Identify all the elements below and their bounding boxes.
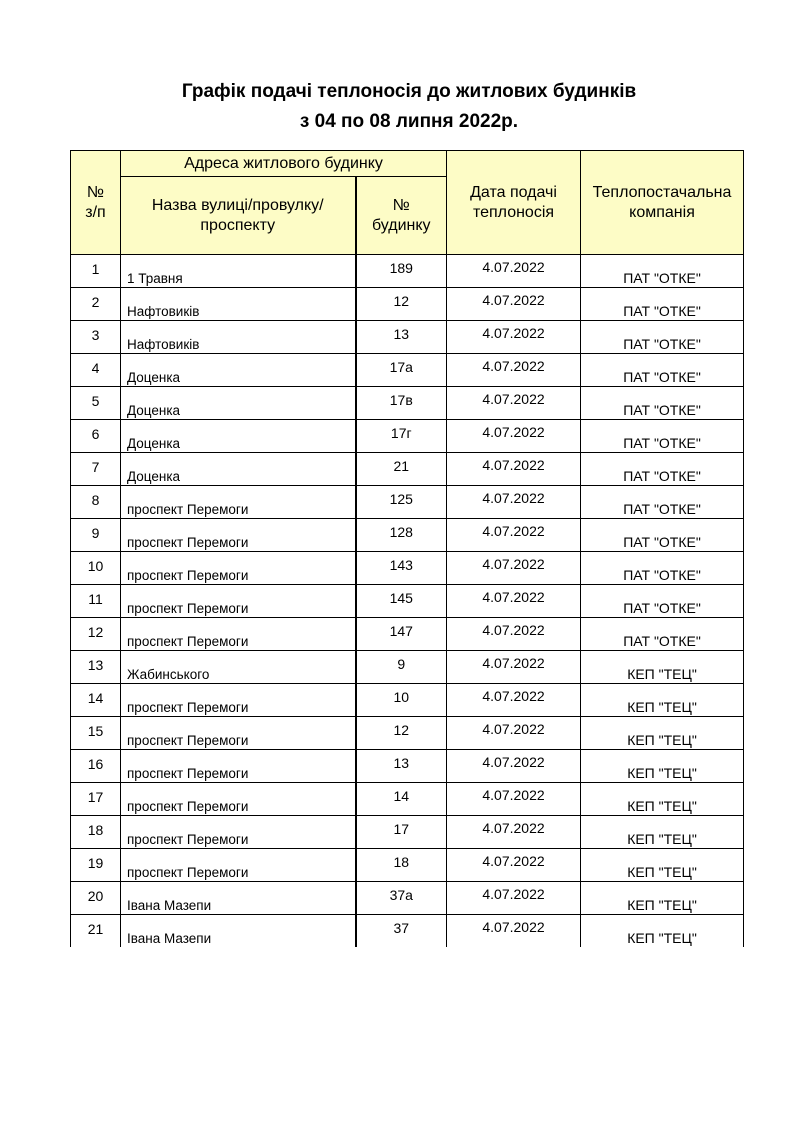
table-row [71, 684, 744, 717]
row-number: 18 [71, 816, 121, 849]
header-house: № будинку [356, 177, 447, 255]
header-company: Теплопостачальна компанія [581, 151, 744, 255]
supply-date: 4.07.2022 [447, 354, 581, 387]
table-row [71, 750, 744, 783]
house-number: 189 [356, 255, 447, 288]
supply-date: 4.07.2022 [447, 552, 581, 585]
table-row [71, 486, 744, 519]
supply-date: 4.07.2022 [447, 651, 581, 684]
heating-company: ПАТ "ОТКЕ" [581, 288, 744, 321]
heating-company: ПАТ "ОТКЕ" [581, 255, 744, 288]
street-name: Івана Мазепи [121, 915, 356, 948]
street-name: Доценка [121, 354, 356, 387]
table-body [71, 255, 744, 948]
street-name: проспект Перемоги [121, 849, 356, 882]
supply-date: 4.07.2022 [447, 618, 581, 651]
house-number: 21 [356, 453, 447, 486]
street-name: проспект Перемоги [121, 486, 356, 519]
table-row [71, 618, 744, 651]
heating-company: КЕП "ТЕЦ" [581, 882, 744, 915]
row-number: 12 [71, 618, 121, 651]
house-number: 145 [356, 585, 447, 618]
supply-date: 4.07.2022 [447, 255, 581, 288]
table-row [71, 717, 744, 750]
street-name: Доценка [121, 420, 356, 453]
row-number: 9 [71, 519, 121, 552]
street-name: проспект Перемоги [121, 816, 356, 849]
house-number: 17 [356, 816, 447, 849]
house-number: 17а [356, 354, 447, 387]
house-number: 14 [356, 783, 447, 816]
heating-company: ПАТ "ОТКЕ" [581, 321, 744, 354]
house-number: 128 [356, 519, 447, 552]
supply-date: 4.07.2022 [447, 486, 581, 519]
table-row [71, 849, 744, 882]
street-name: проспект Перемоги [121, 750, 356, 783]
heating-company: КЕП "ТЕЦ" [581, 684, 744, 717]
house-number: 17г [356, 420, 447, 453]
row-number: 20 [71, 882, 121, 915]
supply-date: 4.07.2022 [447, 882, 581, 915]
house-number: 12 [356, 288, 447, 321]
table-row [71, 420, 744, 453]
supply-date: 4.07.2022 [447, 684, 581, 717]
table-row [71, 354, 744, 387]
house-number: 9 [356, 651, 447, 684]
supply-date: 4.07.2022 [447, 321, 581, 354]
table-row [71, 882, 744, 915]
heating-company: КЕП "ТЕЦ" [581, 816, 744, 849]
row-number: 7 [71, 453, 121, 486]
row-number: 13 [71, 651, 121, 684]
row-number: 15 [71, 717, 121, 750]
supply-date: 4.07.2022 [447, 453, 581, 486]
heating-company: ПАТ "ОТКЕ" [581, 354, 744, 387]
row-number: 5 [71, 387, 121, 420]
house-number: 37а [356, 882, 447, 915]
street-name: Івана Мазепи [121, 882, 356, 915]
row-number: 16 [71, 750, 121, 783]
street-name: Нафтовиків [121, 321, 356, 354]
table-row [71, 783, 744, 816]
page-title: Графік подачі теплоносія до житлових будинків [181, 81, 637, 102]
street-name: Нафтовиків [121, 288, 356, 321]
row-number: 8 [71, 486, 121, 519]
house-number: 10 [356, 684, 447, 717]
street-name: проспект Перемоги [121, 519, 356, 552]
heating-company: КЕП "ТЕЦ" [581, 651, 744, 684]
heating-company: КЕП "ТЕЦ" [581, 750, 744, 783]
header-date: Дата подачі теплоносія [447, 151, 581, 255]
page-subtitle-period: з 04 по 08 липня 2022р. [299, 111, 519, 132]
table-header [71, 151, 744, 255]
street-name: Доценка [121, 387, 356, 420]
supply-date: 4.07.2022 [447, 387, 581, 420]
heating-company: ПАТ "ОТКЕ" [581, 552, 744, 585]
table-row [71, 519, 744, 552]
heating-company: ПАТ "ОТКЕ" [581, 420, 744, 453]
heating-schedule-table [70, 150, 744, 947]
supply-date: 4.07.2022 [447, 849, 581, 882]
heating-company: КЕП "ТЕЦ" [581, 849, 744, 882]
table-row [71, 387, 744, 420]
table-row [71, 816, 744, 849]
table-row [71, 321, 744, 354]
street-name: проспект Перемоги [121, 585, 356, 618]
heating-company: КЕП "ТЕЦ" [581, 717, 744, 750]
supply-date: 4.07.2022 [447, 420, 581, 453]
heating-company: КЕП "ТЕЦ" [581, 915, 744, 948]
table-row [71, 585, 744, 618]
house-number: 37 [356, 915, 447, 948]
house-number: 13 [356, 321, 447, 354]
street-name: Жабинського [121, 651, 356, 684]
house-number: 13 [356, 750, 447, 783]
supply-date: 4.07.2022 [447, 783, 581, 816]
street-name: 1 Травня [121, 255, 356, 288]
table-row [71, 915, 744, 948]
header-num: № з/п [71, 151, 121, 255]
row-number: 21 [71, 915, 121, 948]
row-number: 6 [71, 420, 121, 453]
row-number: 2 [71, 288, 121, 321]
house-number: 12 [356, 717, 447, 750]
street-name: Доценка [121, 453, 356, 486]
row-number: 11 [71, 585, 121, 618]
supply-date: 4.07.2022 [447, 585, 581, 618]
row-number: 3 [71, 321, 121, 354]
row-number: 19 [71, 849, 121, 882]
house-number: 125 [356, 486, 447, 519]
supply-date: 4.07.2022 [447, 519, 581, 552]
heating-company: КЕП "ТЕЦ" [581, 783, 744, 816]
table-row [71, 552, 744, 585]
street-name: проспект Перемоги [121, 618, 356, 651]
row-number: 10 [71, 552, 121, 585]
supply-date: 4.07.2022 [447, 288, 581, 321]
heating-company: ПАТ "ОТКЕ" [581, 387, 744, 420]
supply-date: 4.07.2022 [447, 717, 581, 750]
header-street: Назва вулиці/провулку/проспекту [121, 177, 356, 255]
heating-company: ПАТ "ОТКЕ" [581, 486, 744, 519]
house-number: 18 [356, 849, 447, 882]
street-name: проспект Перемоги [121, 684, 356, 717]
supply-date: 4.07.2022 [447, 816, 581, 849]
heating-company: ПАТ "ОТКЕ" [581, 519, 744, 552]
table-row [71, 651, 744, 684]
street-name: проспект Перемоги [121, 717, 356, 750]
row-number: 14 [71, 684, 121, 717]
supply-date: 4.07.2022 [447, 750, 581, 783]
street-name: проспект Перемоги [121, 552, 356, 585]
table-row [71, 288, 744, 321]
row-number: 1 [71, 255, 121, 288]
heating-company: ПАТ "ОТКЕ" [581, 453, 744, 486]
street-name: проспект Перемоги [121, 783, 356, 816]
table-row [71, 255, 744, 288]
house-number: 17в [356, 387, 447, 420]
row-number: 17 [71, 783, 121, 816]
supply-date: 4.07.2022 [447, 915, 581, 948]
row-number: 4 [71, 354, 121, 387]
table-row [71, 453, 744, 486]
house-number: 147 [356, 618, 447, 651]
heating-company: ПАТ "ОТКЕ" [581, 618, 744, 651]
heating-company: ПАТ "ОТКЕ" [581, 585, 744, 618]
house-number: 143 [356, 552, 447, 585]
header-address-group: Адреса житлового будинку [121, 151, 447, 177]
